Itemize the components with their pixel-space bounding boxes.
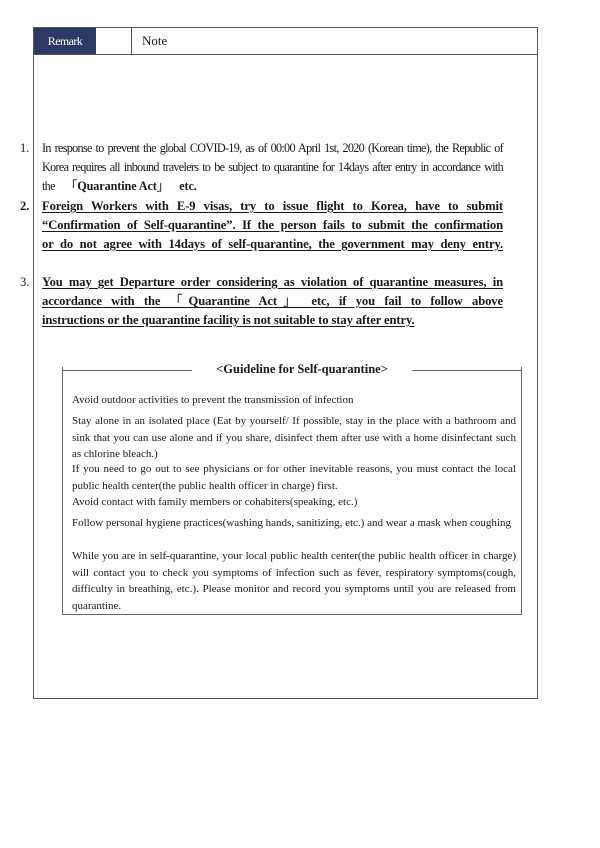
- guideline-point: While you are in self-quarantine, your local public health center(the public health officer in charge) will contact you to check you symptoms of infection such as fever, respiratory symptoms(cough, difficulty in breathing, etc.). Please monitor and record you symptoms until you are released from quarantine.: [72, 550, 516, 612]
- guideline-point: Stay alone in an isolated place (Eat by yourself/ If possible, stay in the place with a bathroom and sink that you can use alone and if you share, disinfect them after use with a home disinfectant such as chlorine bleach.): [72, 415, 516, 460]
- notice-item-1: [20, 139, 503, 196]
- quarantine-act-ref: 「Quarantine Act」: [65, 179, 169, 193]
- item-line: instructions or the quarantine facility is not suitable to stay after entry.: [42, 313, 415, 327]
- header-bar: [34, 28, 537, 55]
- item-text: [42, 273, 503, 330]
- notice-item-2: [20, 197, 503, 254]
- item-number: 2.: [20, 199, 30, 213]
- item-line: You may get Departure order considering as violation of quarantine measures, in: [42, 275, 503, 289]
- item-number: 1.: [20, 141, 30, 155]
- header-title: Note: [142, 33, 168, 48]
- item-text: [42, 197, 503, 254]
- item-line: accordance with the 「Quarantine Act」 etc, if you fail to follow above: [42, 294, 503, 308]
- guideline-point: Follow personal hygiene practices(washing hands, sanitizing, etc.) and wear a mask when coughing: [72, 517, 511, 529]
- notice-item-3: [20, 273, 503, 330]
- item-line: or do not agree with 14days of self-quarantine, the government may deny entry.: [42, 237, 503, 251]
- item-text: [42, 139, 503, 196]
- item-line: Foreign Workers with E-9 visas, try to issue flight to Korea, have to submit: [42, 199, 503, 213]
- guideline-point: If you need to go out to see physicians or for other inevitable reasons, you must contact the local public health center(the public health officer in charge) first.: [72, 463, 516, 492]
- item-line: “Confirmation of Self-quarantine”. If the person fails to submit the confirmation: [42, 218, 503, 232]
- item-line: In response to prevent the global COVID-19, as of 00:00 April 1st, 2020 (Korean time), the Republic of: [42, 141, 503, 155]
- guideline-title: <Guideline for Self-quarantine>: [216, 362, 388, 376]
- item-line: Korea requires all inbound travelers to be subject to quarantine for 14days after entry in accordance with: [42, 160, 503, 174]
- item-line-part: the: [42, 179, 55, 193]
- header-divider: [96, 28, 132, 54]
- guideline-point: Avoid outdoor activities to prevent the transmission of infection: [72, 394, 354, 406]
- item-number: 3.: [20, 275, 30, 289]
- remark-tag: Remark: [34, 28, 96, 54]
- guideline-point: Avoid contact with family members or cohabiters(speaking, etc.): [72, 496, 358, 508]
- item-line: [42, 177, 503, 196]
- item-line-part: etc.: [179, 179, 197, 193]
